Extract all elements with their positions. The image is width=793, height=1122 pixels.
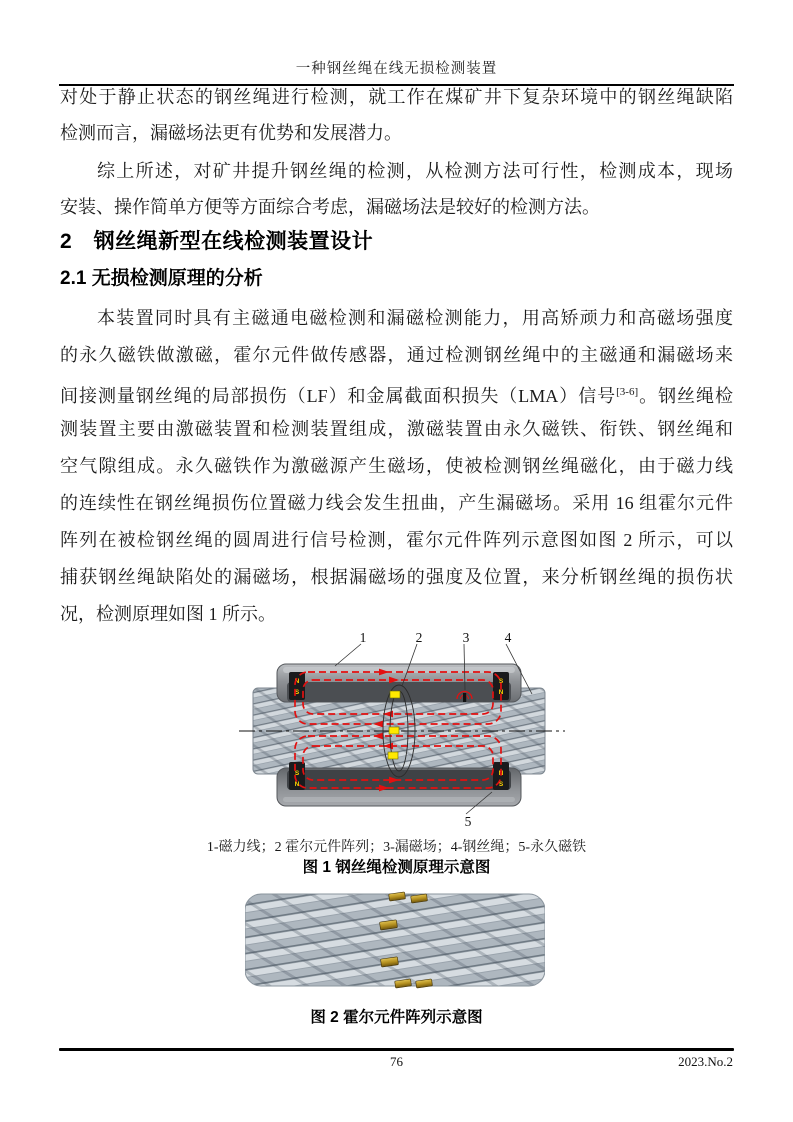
callout-number-2: 2 bbox=[415, 630, 423, 645]
running-header-title: 一种钢丝绳在线无损检测装置 bbox=[295, 61, 498, 77]
body-text-line: 本装置同时具有主磁通电磁检测和漏磁检测能力，用高矫顽力和高磁场强度 bbox=[97, 308, 733, 328]
figure2-caption: 图 2 霍尔元件阵列示意图 bbox=[310, 1009, 483, 1026]
body-text-segment: 间接测量钢丝绳的局部损伤（LF）和金属截面积损失（LMA）信号 bbox=[60, 386, 617, 406]
figure1-diagram bbox=[237, 628, 567, 828]
body-text-line bbox=[60, 374, 733, 411]
section-heading: 2 钢丝绳新型在线检测装置设计 bbox=[60, 230, 374, 253]
paragraph-1 bbox=[60, 79, 733, 151]
pole-label: N bbox=[294, 678, 300, 685]
figure1-legend: 1-磁力线；2 霍尔元件阵列；3-漏磁场；4-钢丝绳；5-永久磁铁 bbox=[206, 840, 587, 855]
body-text-line: 况，检测原理如图 1 所示。 bbox=[60, 604, 276, 624]
body-text-line: 的永久磁铁做激磁，霍尔元件做传感器，通过检测钢丝绳中的主磁通和漏磁场来 bbox=[60, 345, 733, 365]
callout-number-1: 1 bbox=[359, 630, 367, 645]
body-text-segment: 。钢丝绳检 bbox=[638, 386, 733, 406]
callout-number-5: 5 bbox=[464, 814, 472, 828]
body-text-line: 对处于静止状态的钢丝绳进行检测，就工作在煤矿井下复杂环境中的钢丝绳缺陷 bbox=[60, 87, 733, 107]
yoke-bottom-shell bbox=[277, 768, 521, 806]
pole-label: S bbox=[498, 781, 504, 788]
body-text-line: 安装、操作简单方便等方面综合考虑，漏磁场法是较好的检测方法。 bbox=[60, 197, 600, 217]
subsection-heading: 2.1 无损检测原理的分析 bbox=[60, 268, 263, 289]
issue-label: 2023.No.2 bbox=[678, 1054, 733, 1069]
body-text-line: 阵列在被检钢丝绳的圆周进行信号检测，霍尔元件阵列示意图如图 2 所示，可以 bbox=[60, 530, 733, 550]
footer-divider bbox=[59, 1048, 734, 1051]
page-number: 76 bbox=[390, 1054, 403, 1069]
paragraph-3 bbox=[60, 300, 733, 633]
body-text-line: 捕获钢丝绳缺陷处的漏磁场，根据漏磁场的强度及位置，来分析钢丝绳的损伤状 bbox=[60, 567, 733, 587]
body-text-line: 测装置主要由激磁装置和检测装置组成，激磁装置由永久磁铁、衔铁、钢丝绳和 bbox=[60, 419, 733, 439]
body-text-line: 空气隙组成。永久磁铁作为激磁源产生磁场，使被检测钢丝绳磁化，由于磁力线 bbox=[60, 456, 733, 476]
figure1-caption: 图 1 钢丝绳检测原理示意图 bbox=[302, 859, 491, 876]
pole-label: N bbox=[498, 770, 504, 777]
figure2-diagram bbox=[245, 888, 545, 993]
figure1-svg bbox=[237, 628, 567, 828]
body-text-line: 检测而言，漏磁场法更有优势和发展潜力。 bbox=[60, 123, 402, 143]
paragraph-2 bbox=[60, 153, 733, 225]
pole-label: S bbox=[294, 689, 300, 696]
pole-label: N bbox=[294, 781, 300, 788]
figure2-svg bbox=[245, 888, 545, 993]
pole-label: S bbox=[294, 770, 300, 777]
citation-superscript: [3-6] bbox=[616, 386, 639, 398]
pole-label: S bbox=[498, 678, 504, 685]
callout-number-3: 3 bbox=[462, 630, 470, 645]
pole-label: N bbox=[498, 689, 504, 696]
wire-rope bbox=[245, 894, 545, 986]
callout-number-4: 4 bbox=[504, 630, 512, 645]
body-text-line: 的连续性在钢丝绳损伤位置磁力线会发生扭曲，产生漏磁场。采用 16 组霍尔元件 bbox=[60, 493, 733, 513]
body-text-line: 综上所述，对矿井提升钢丝绳的检测，从检测方法可行性，检测成本，现场 bbox=[97, 161, 733, 181]
